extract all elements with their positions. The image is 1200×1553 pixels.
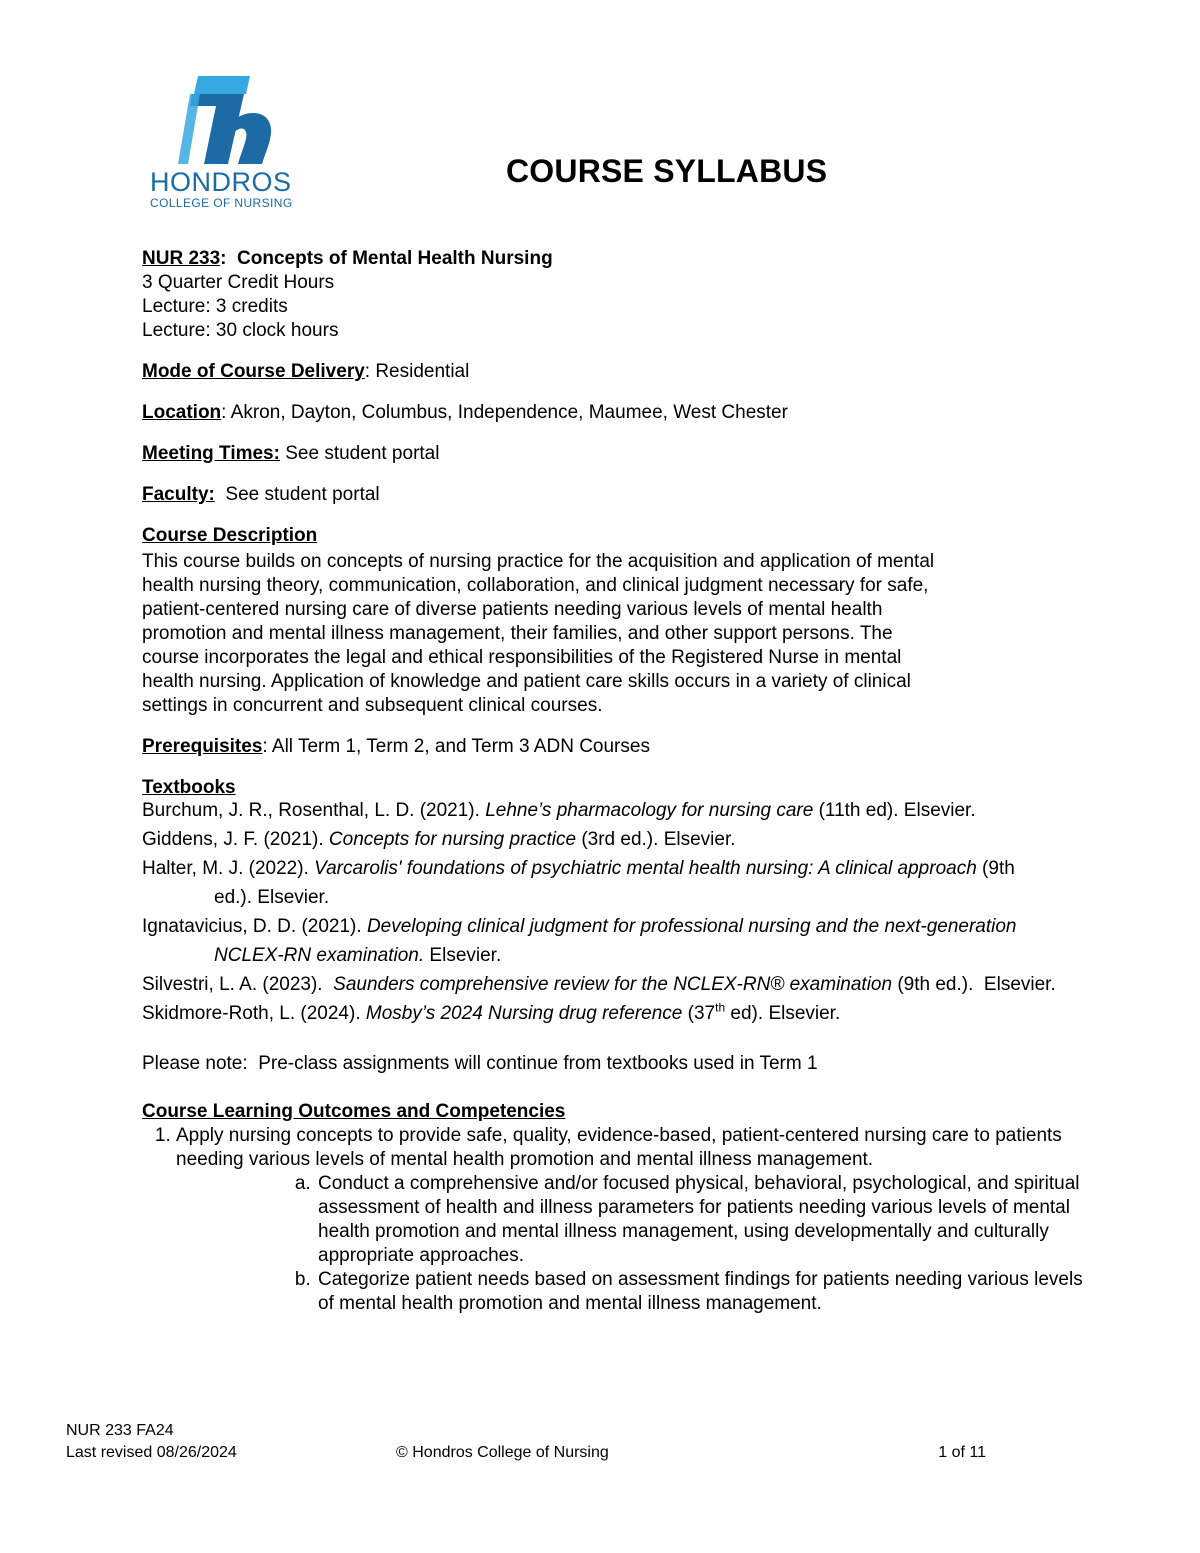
course-code: NUR 233 [142,248,221,269]
description-line: health nursing theory, communication, collaboration, and clinical judgment necessary for safe, [142,575,929,596]
mode-of-delivery: Mode of Course Delivery: Residential [142,361,470,382]
outcome-text: Apply nursing concepts to provide safe, quality, evidence-based, patient-centered nursing care to patients needing various levels of mental health promotion and mental illness management. [176,1125,1062,1170]
course-name: Concepts of Mental Health Nursing [226,248,553,269]
textbook-ref: Ignatavicius, D. D. (2021). Developing clinical judgment for professional nursing and the next-generation NCLEX-RN examination. Elsevier. [142,916,1017,966]
description-line: patient-centered nursing care of diverse patients needing various levels of mental health [142,599,883,620]
competency-list [176,1172,1102,1316]
lecture-hours: Lecture: 30 clock hours [142,320,339,341]
textbook-ref: Halter, M. J. (2022). Varcarolis' foundations of psychiatric mental health nursing: A clinical approach (9th ed.). Elsevier. [142,858,1015,908]
textbook-ref: Skidmore-Roth, L. (2024). Mosby’s 2024 Nursing drug reference (37th ed). Elsevier. [142,1000,841,1024]
textbook-ref: Silvestri, L. A. (2023). Saunders comprehensive review for the NCLEX-RN® examination (9th ed.). Elsevier. [142,974,1056,995]
course-title-line: NUR 233: Concepts of Mental Health Nursing [142,248,553,269]
outcomes-list [142,1124,1102,1316]
lecture-credits: Lecture: 3 credits [142,296,288,317]
footer-course-term: NUR 233 FA24 [66,1422,174,1439]
outcomes-heading: Course Learning Outcomes and Competencies [142,1101,566,1122]
prerequisites: Prerequisites: All Term 1, Term 2, and Term 3 ADN Courses [142,736,650,757]
description-line: course incorporates the legal and ethical responsibilities of the Registered Nurse in mental [142,647,902,668]
location: Location: Akron, Dayton, Columbus, Independence, Maumee, West Chester [142,402,788,423]
description-line: promotion and mental illness management, their families, and other support persons. The [142,623,893,644]
competency-item: a. Conduct a comprehensive and/or focused physical, behavioral, psychological, and spiritual assessment of health and illness parameters for patients needing various levels of mental health promotion and mental illness management, using developmentally and culturally appropriate approaches. [316,1172,1102,1268]
faculty: Faculty: See student portal [142,484,380,505]
textbook-note: Please note: Pre-class assignments will continue from textbooks used in Term 1 [142,1053,818,1074]
credit-hours: 3 Quarter Credit Hours [142,272,335,293]
page-title: COURSE SYLLABUS [506,153,828,189]
logo-name: HONDROS [150,167,292,197]
competency-item: b. Categorize patient needs based on assessment findings for patients needing various levels of mental health promotion and mental illness management. [316,1268,1102,1316]
textbooks-heading: Textbooks [142,777,236,798]
footer-revised: Last revised 08/26/2024 [66,1444,237,1461]
page-footer [66,1420,986,1464]
logo-subtitle: COLLEGE OF NURSING [150,196,293,210]
syllabus-content [142,247,1102,1316]
footer-copyright: © Hondros College of Nursing [396,1444,609,1461]
course-description [142,550,1102,718]
description-line: health nursing. Application of knowledge and patient care skills occurs in a variety of clinical [142,671,911,692]
textbook-ref: Giddens, J. F. (2021). Concepts for nursing practice (3rd ed.). Elsevier. [142,829,736,850]
footer-page-number: 1 of 11 [938,1444,986,1461]
description-line: settings in concurrent and subsequent clinical courses. [142,695,603,716]
logo-wordmark [150,168,293,210]
textbook-list [142,796,1102,1028]
course-description-heading: Course Description [142,525,318,546]
outcome-item [176,1124,1102,1316]
meeting-times: Meeting Times: See student portal [142,443,440,464]
textbook-ref: Burchum, J. R., Rosenthal, L. D. (2021). Lehne’s pharmacology for nursing care (11th ed). Elsevier. [142,800,976,821]
description-line: This course builds on concepts of nursing practice for the acquisition and application of mental [142,551,935,572]
